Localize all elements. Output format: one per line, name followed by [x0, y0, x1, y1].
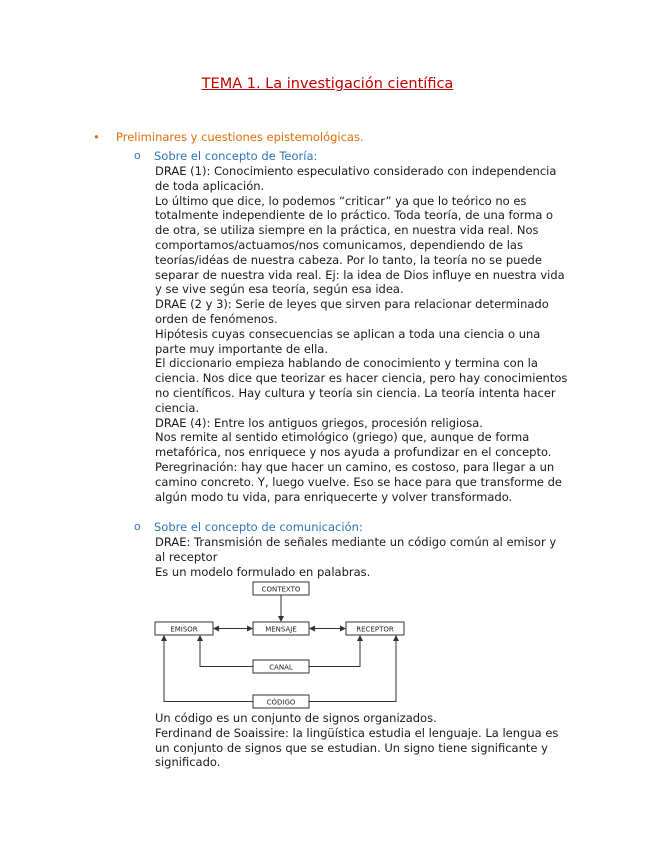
text-line: al receptor — [155, 549, 218, 564]
codigo-emisor-arrow — [164, 636, 253, 702]
text-line: Un código es un conjunto de signos organizados. — [155, 711, 437, 725]
bullet-dot: • — [93, 130, 100, 144]
section-heading: Preliminares y cuestiones epistemológicas. — [116, 130, 364, 144]
text-line: ciencia. Nos dice que teorizar es hacer ciencia, pero hay conocimientos — [155, 371, 568, 386]
sub-bullet-marker: o — [134, 149, 141, 162]
text-line: DRAE (2 y 3): Serie de leyes que sirven para relacionar determinado — [155, 297, 549, 312]
text-line: totalmente independiente de lo práctico. Toda teoría, de una forma o — [155, 208, 554, 223]
text-line: metafórica, nos enriquece y nos ayuda a profundizar en el concepto. — [155, 445, 552, 460]
text-line: orden de fenómenos. — [155, 311, 278, 326]
text-line: un conjunto de signos que se estudian. Un signo tiene significante y — [155, 740, 548, 755]
comunicacion-closing — [155, 711, 595, 770]
page-title: TEMA 1. La investigación científica — [201, 76, 454, 92]
text-line: Hipótesis cuyas consecuencias se aplican a toda una ciencia o una — [155, 326, 541, 341]
text-line: Ferdinand de Soaissire: la lingüística estudia el lenguaje. La lengua es — [155, 725, 559, 740]
text-line: Lo último que dice, lo podemos “criticar” ya que lo teórico no es — [155, 193, 527, 208]
mensaje-label: MENSAJE — [265, 625, 297, 634]
contexto-label: CONTEXTO — [261, 585, 301, 594]
text-line: Es un modelo formulado en palabras. — [155, 564, 371, 579]
canal-emisor-arrow — [200, 636, 253, 667]
communication-diagram-svg — [150, 578, 410, 712]
text-line: parte muy importante de ella. — [155, 341, 329, 356]
text-line: El diccionario empieza hablando de conocimiento y termina con la — [155, 356, 538, 371]
codigo-label: CÓDIGO — [266, 698, 296, 707]
text-line: no científicos. Hay cultura y teoría sin ciencia. La teoría intenta hacer — [155, 385, 556, 400]
text-line: algún modo tu vida, para enriquecerte y volver transformado. — [155, 489, 513, 504]
text-line: de otra, se utiliza siempre en la práctica, en nuestra vida real. Nos — [155, 223, 539, 238]
text-line: y se vive según esa teoría, según esa idea. — [155, 282, 404, 297]
codigo-receptor-arrow — [309, 636, 396, 702]
text-line: teorías/idéas de nuestra cabeza. Por lo tanto, la teoría no se puede — [155, 252, 542, 267]
communication-diagram — [150, 578, 410, 716]
text-line: significado. — [155, 755, 221, 770]
teoria-heading: Sobre el concepto de Teoría: — [154, 149, 318, 163]
text-line: separar de nuestra vida real. Ej: la idea de Dios influye en nuestra vida — [155, 267, 565, 282]
text-line: Peregrinación: hay que hacer un camino, es costoso, para llegar a un — [155, 459, 555, 474]
canal-receptor-arrow — [309, 636, 360, 667]
text-line: DRAE (1): Conocimiento especulativo considerado con independencia — [155, 164, 557, 178]
comunicacion-intro — [155, 535, 595, 579]
text-line: DRAE: Transmisión de señales mediante un código común al emisor y — [155, 535, 557, 549]
text-line: comportamos/actuamos/nos comunicamos, dependiendo de las — [155, 237, 523, 252]
text-line: de toda aplicación. — [155, 178, 265, 193]
teoria-body — [155, 164, 595, 504]
text-line: ciencia. — [155, 400, 200, 415]
sub-bullet-marker: o — [134, 520, 141, 533]
emisor-label: EMISOR — [170, 625, 198, 634]
receptor-label: RECEPTOR — [356, 625, 394, 634]
canal-label: CANAL — [269, 663, 293, 672]
comunicacion-heading: Sobre el concepto de comunicación: — [154, 520, 363, 534]
text-line: Nos remite al sentido etimológico (griego) que, aunque de forma — [155, 430, 530, 445]
text-line: DRAE (4): Entre los antiguos griegos, procesión religiosa. — [155, 415, 483, 430]
text-line: camino concreto. Y, luego vuelve. Eso se hace para que transforme de — [155, 474, 563, 489]
